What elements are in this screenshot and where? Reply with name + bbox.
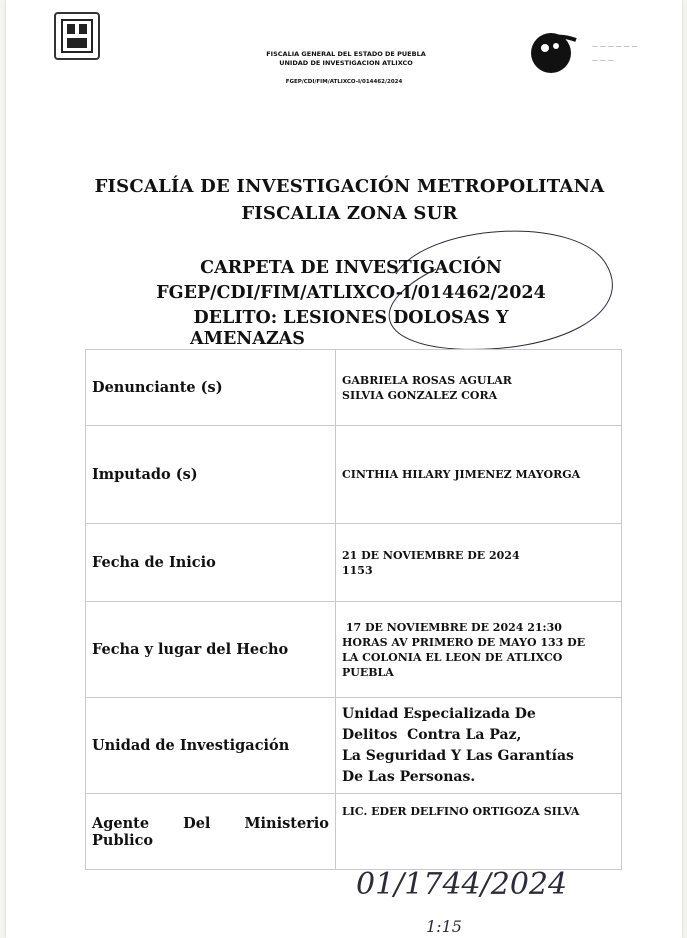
delito-line: DELITO: LESIONES DOLOSAS Y [193,308,509,328]
fecha-inicio-value [336,524,622,602]
logo-tagline-faded: — — — — — — — — — [592,43,638,64]
denunciante-1: GABRIELA ROSAS AGULAR [342,373,512,387]
fiscalia-logo [526,26,586,76]
title-fiscalia: FISCALÍA DE INVESTIGACIÓN METROPOLITANA [94,176,605,197]
carpeta-title: CARPETA DE INVESTIGACIÓN [200,258,502,278]
title-zona: FISCALIA ZONA SUR [241,203,458,224]
fecha-hecho-value [336,602,622,698]
unidad-line4: De Las Personas. [342,768,476,785]
fecha-hecho-line3: LA COLONIA EL LEON DE ATLIXCO [342,650,563,664]
carpeta-number: FGEP/CDI/FIM/ATLIXCO-I/014462/2024 [156,283,546,303]
fecha-hecho-line2: HORAS AV PRIMERO DE MAYO 133 DE [342,635,586,649]
fecha-inicio-label: Fecha de Inicio [86,524,336,602]
handwritten-line1: 01/1744/2024 [356,867,568,902]
agente-word4: Publico [92,831,154,849]
denunciante-label: Denunciante (s) [86,350,336,426]
table-row [86,524,622,602]
institution-header [206,50,486,68]
header-reference: FGEP/CDI/FIM/ATLIXCO-I/014462/2024 [285,79,403,85]
unidad-value [336,698,622,794]
agente-label [86,794,336,870]
institution-line2: UNIDAD DE INVESTIGACION ATLIXCO [279,59,413,67]
fecha-hecho-line4: PUEBLA [342,665,394,679]
case-info-table [85,349,622,870]
agente-word3: Ministerio [244,814,329,832]
institution-line1: FISCALIA GENERAL DEL ESTADO DE PUEBLA [266,50,426,58]
table-row [86,698,622,794]
delito-line2: AMENAZAS [190,329,305,349]
carpeta-block [116,256,586,348]
unidad-line2: Delitos Contra La Paz, [342,726,522,743]
table-row [86,602,622,698]
handwritten-annotation [336,852,636,938]
fecha-hecho-line1: 17 DE NOVIEMBRE DE 2024 21:30 [342,620,562,634]
denunciante-2: SILVIA GONZALEZ CORA [342,388,498,402]
imputado-label: Imputado (s) [86,426,336,524]
fecha-inicio-date: 21 DE NOVIEMBRE DE 2024 [342,548,520,562]
denunciante-value [336,350,622,426]
agente-word2: Del [183,814,211,832]
table-row [86,426,622,524]
unidad-line1: Unidad Especializada De [342,705,536,722]
imputado-value: CINTHIA HILARY JIMENEZ MAYORGA [336,426,622,524]
handwritten-line2: 1:15 [426,917,462,936]
agente-value: LIC. EDER DELFINO ORTIGOZA SILVA [336,794,622,870]
unidad-label: Unidad de Investigación [86,698,336,794]
table-row [86,350,622,426]
agente-word1: Agente [92,814,150,832]
document-page [6,0,682,938]
fecha-hecho-label: Fecha y lugar del Hecho [86,602,336,698]
state-seal-logo [54,12,100,60]
fecha-inicio-number: 1153 [342,563,373,577]
unidad-line3: La Seguridad Y Las Garantías [342,747,574,764]
